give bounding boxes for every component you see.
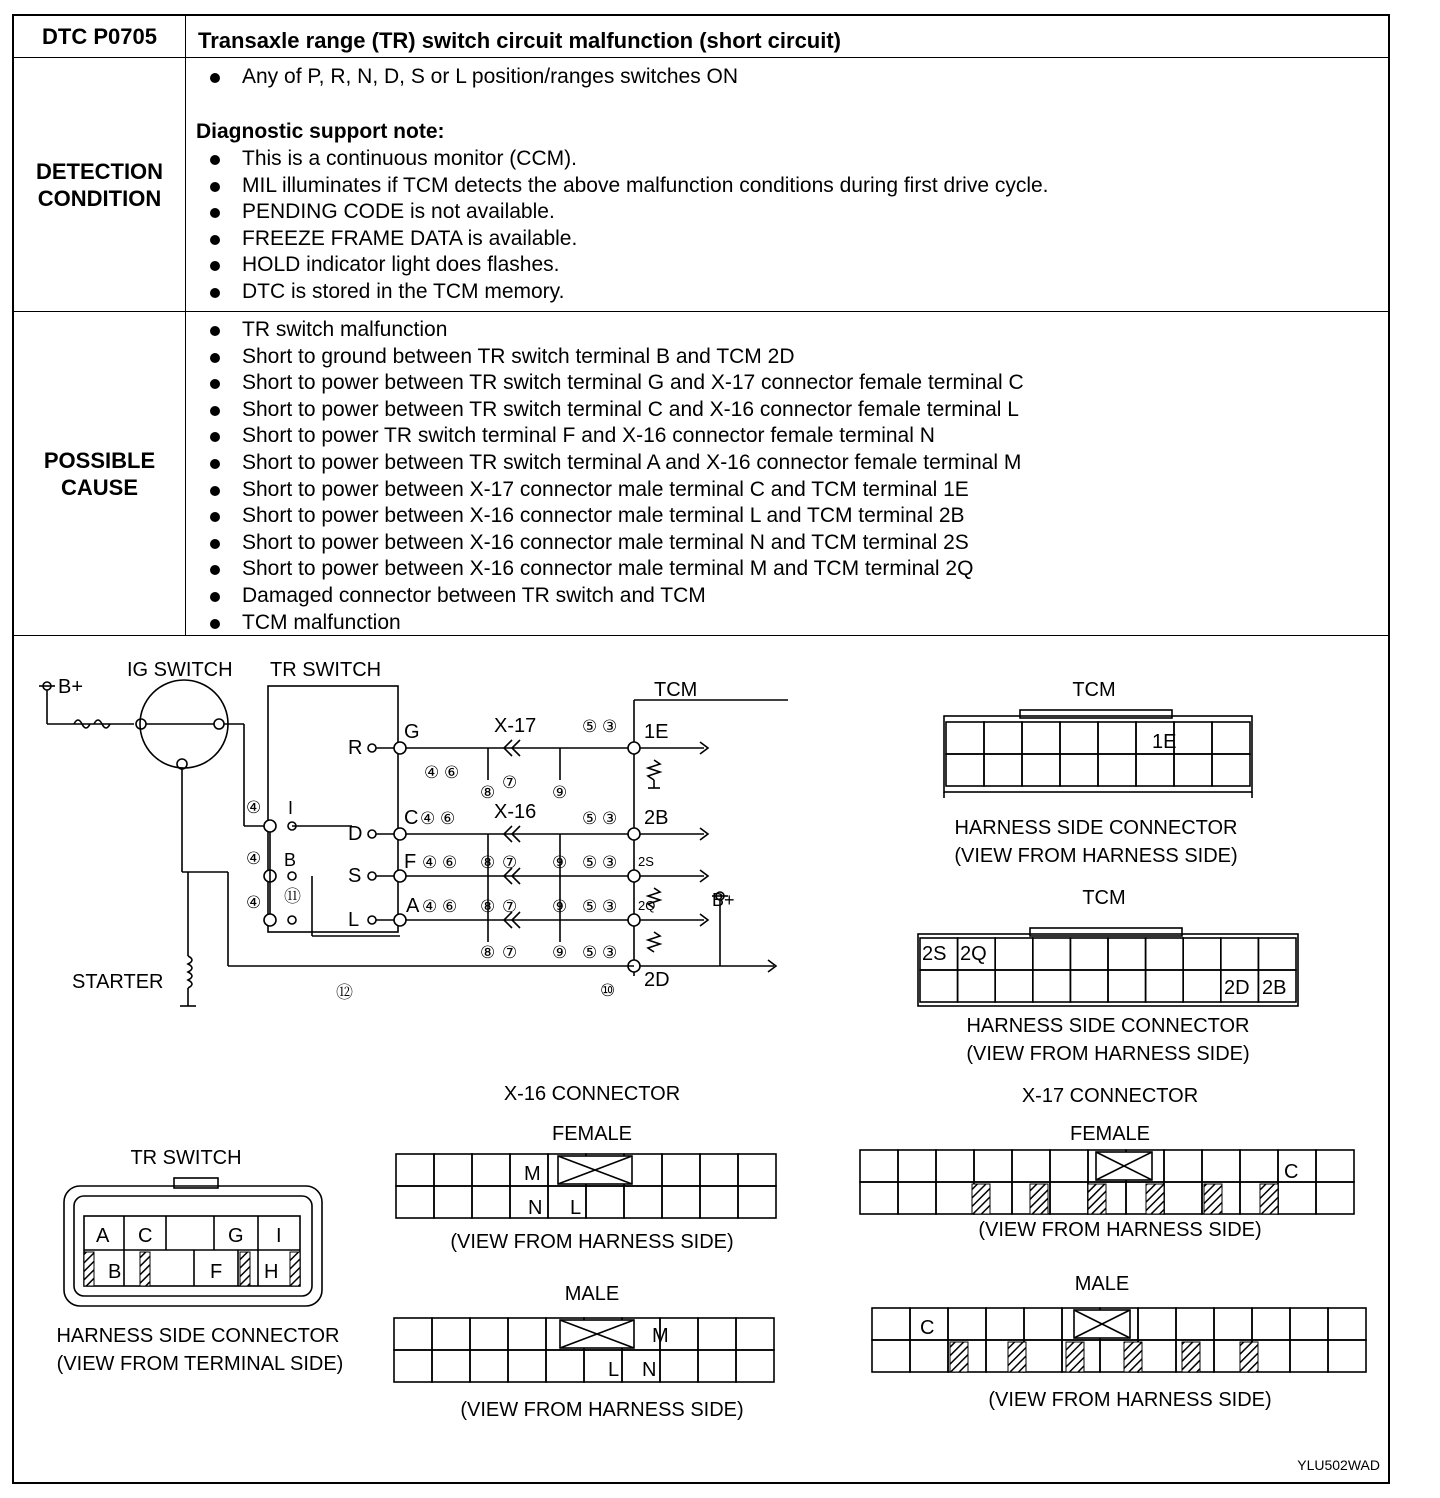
svg-text:I: I <box>276 1225 282 1247</box>
position-s: S <box>348 865 362 887</box>
tcm2-cell <box>1146 970 1184 1002</box>
svg-text:(VIEW FROM TERMINAL SIDE): (VIEW FROM TERMINAL SIDE) <box>56 1353 344 1375</box>
svg-text:F: F <box>404 851 417 873</box>
x17-male-cell <box>1176 1308 1214 1340</box>
svg-text:X-16 CONNECTOR: X-16 CONNECTOR <box>503 1083 681 1105</box>
tcm2-cell <box>1183 938 1221 970</box>
svg-text:2B: 2B <box>1262 977 1287 999</box>
detection-list <box>206 64 738 91</box>
svg-text:A: A <box>406 895 420 917</box>
svg-text:⑨: ⑨ <box>552 897 568 916</box>
possible-cause-content <box>186 312 1388 635</box>
svg-text:TR SWITCH: TR SWITCH <box>130 1147 242 1169</box>
x17-female-pin-c: C <box>1284 1161 1299 1183</box>
x17-female-cell <box>1316 1182 1354 1214</box>
x16-male-pin-m: M <box>652 1325 669 1347</box>
b-plus-label: B+ <box>58 676 84 698</box>
x16-male-cell <box>470 1350 508 1382</box>
x16-female-cell <box>662 1186 700 1218</box>
x16-male-cell <box>736 1318 774 1350</box>
x17-connector <box>860 1085 1366 1411</box>
tcm1-cell <box>1060 754 1098 786</box>
x17-female-cell <box>1050 1150 1088 1182</box>
diagnostic-note-title: Diagnostic support note: <box>196 120 445 143</box>
x17-male-cell <box>1024 1340 1062 1372</box>
tcm1-cell <box>1136 754 1174 786</box>
x17-female-cell <box>974 1150 1012 1182</box>
possible-cause-item: Short to power TR switch terminal F and X-16 connector female terminal N <box>206 423 1024 450</box>
possible-cause-item: Short to power between X-16 connector male terminal M and TCM terminal 2Q <box>206 556 1024 583</box>
svg-text:2B: 2B <box>644 807 669 829</box>
x16-female-cell <box>434 1154 472 1186</box>
x17-female-cell <box>936 1150 974 1182</box>
svg-text:2Q: 2Q <box>960 943 987 965</box>
svg-text:H: H <box>264 1261 279 1283</box>
x16-male-cell <box>470 1318 508 1350</box>
svg-text:G: G <box>228 1225 244 1247</box>
x17-male-pin-c: C <box>920 1317 935 1339</box>
svg-text:⑤: ⑤ <box>582 897 598 916</box>
svg-text:2S: 2S <box>638 854 654 869</box>
x16-female-cell <box>738 1154 776 1186</box>
x17-male-cell <box>1328 1308 1366 1340</box>
tcm1-cell <box>946 722 984 754</box>
possible-cause-item: Short to power between X-16 connector male terminal L and TCM terminal 2B <box>206 503 1024 530</box>
pin-1e: 1E <box>1152 731 1177 753</box>
terminal-b: B <box>284 850 297 870</box>
x17-female-cell <box>1164 1150 1202 1182</box>
x17-female-cell <box>1278 1182 1316 1214</box>
svg-text:C: C <box>138 1225 153 1247</box>
x17-male-cell <box>872 1308 910 1340</box>
possible-cause-item: Short to power between X-17 connector male terminal C and TCM terminal 1E <box>206 477 1024 504</box>
possible-cause-item: Short to power between TR switch terminal C and X-16 connector female terminal L <box>206 397 1024 424</box>
tcm2-cell <box>1146 938 1184 970</box>
x17-male-cell <box>1290 1340 1328 1372</box>
svg-text:④: ④ <box>246 798 262 817</box>
svg-text:⑨: ⑨ <box>552 853 568 872</box>
svg-text:FEMALE: FEMALE <box>1069 1123 1151 1145</box>
figure-code: YLU502WAD <box>1297 1457 1380 1473</box>
svg-text:③: ③ <box>602 717 618 736</box>
svg-text:⑥: ⑥ <box>444 763 460 782</box>
tcm2-cell <box>1108 970 1146 1002</box>
x16-female-cell <box>662 1154 700 1186</box>
tcm2-cell <box>995 970 1033 1002</box>
header-row <box>14 16 1388 58</box>
possible-cause-item: Damaged connector between TR switch and TCM <box>206 583 1024 610</box>
x16-female-pin-m: M <box>524 1163 541 1185</box>
x17-male-cell <box>1138 1340 1176 1372</box>
x16-female-cell <box>700 1186 738 1218</box>
tcm2-cell <box>1070 970 1108 1002</box>
dtc-title: Transaxle range (TR) switch circuit malfunction (short circuit) <box>198 28 842 53</box>
svg-text:④: ④ <box>422 853 438 872</box>
svg-text:⑥: ⑥ <box>442 897 458 916</box>
position-d: D <box>348 823 363 845</box>
x16-female-pin-n: N <box>528 1197 543 1219</box>
schematic <box>39 659 788 1006</box>
x16-female-cell <box>472 1154 510 1186</box>
tcm1-cell <box>1022 722 1060 754</box>
x16-female-cell <box>586 1186 624 1218</box>
tcm1-cell <box>984 754 1022 786</box>
svg-text:TCM: TCM <box>1082 887 1126 909</box>
dtc-code: DTC P0705 <box>14 16 186 57</box>
tcm1-cell <box>1174 722 1212 754</box>
diagnostic-note-item: This is a continuous monitor (CCM). <box>206 146 1049 173</box>
x17-female-cell <box>860 1150 898 1182</box>
svg-text:HARNESS SIDE CONNECTOR: HARNESS SIDE CONNECTOR <box>966 1015 1250 1037</box>
x17-label: X-17 <box>494 715 537 737</box>
svg-text:(VIEW FROM HARNESS SIDE): (VIEW FROM HARNESS SIDE) <box>460 1399 744 1421</box>
svg-text:④: ④ <box>424 763 440 782</box>
starter-label: STARTER <box>72 971 164 993</box>
diagnostic-note-item: MIL illuminates if TCM detects the above malfunction conditions during first drive cycle. <box>206 173 1049 200</box>
svg-text:⑦: ⑦ <box>502 773 518 792</box>
svg-text:⑩: ⑩ <box>600 981 616 1000</box>
dtc-sheet <box>12 14 1390 1484</box>
svg-text:⑥: ⑥ <box>440 809 456 828</box>
svg-text:⑨: ⑨ <box>552 943 568 962</box>
x16-male-cell <box>698 1318 736 1350</box>
x17-female-cell <box>1050 1182 1088 1214</box>
tcm2-cell <box>1221 938 1259 970</box>
x16-male-cell <box>736 1350 774 1382</box>
svg-text:(VIEW FROM HARNESS SIDE): (VIEW FROM HARNESS SIDE) <box>954 845 1238 867</box>
svg-text:MALE: MALE <box>1074 1273 1130 1295</box>
possible-cause-list <box>206 317 1024 636</box>
x16-male-cell <box>432 1318 470 1350</box>
svg-text:⑦: ⑦ <box>502 943 518 962</box>
svg-text:HARNESS SIDE CONNECTOR: HARNESS SIDE CONNECTOR <box>954 817 1238 839</box>
position-l: L <box>348 909 360 931</box>
x16-female-pin-l: L <box>570 1197 582 1219</box>
svg-text:FEMALE: FEMALE <box>551 1123 633 1145</box>
possible-cause-item: Short to power between X-16 connector male terminal N and TCM terminal 2S <box>206 530 1024 557</box>
x17-male-cell <box>1290 1308 1328 1340</box>
svg-text:④: ④ <box>246 849 262 868</box>
x17-female-cell <box>898 1182 936 1214</box>
svg-text:⑫: ⑫ <box>336 983 353 1002</box>
x17-female-cell <box>860 1182 898 1214</box>
x17-female-cell <box>1202 1150 1240 1182</box>
svg-text:③: ③ <box>602 943 618 962</box>
svg-text:③: ③ <box>602 853 618 872</box>
detection-item: Any of P, R, N, D, S or L position/ranges switches ON <box>206 64 738 91</box>
tcm2-cell <box>1258 938 1296 970</box>
svg-text:(VIEW FROM HARNESS SIDE): (VIEW FROM HARNESS SIDE) <box>978 1219 1262 1241</box>
svg-text:⑦: ⑦ <box>502 853 518 872</box>
svg-text:B: B <box>108 1261 122 1283</box>
svg-text:G: G <box>404 721 420 743</box>
svg-text:(VIEW FROM HARNESS SIDE): (VIEW FROM HARNESS SIDE) <box>988 1389 1272 1411</box>
svg-text:③: ③ <box>602 809 618 828</box>
x16-connector <box>394 1083 776 1421</box>
x17-male-cell <box>1138 1308 1176 1340</box>
possible-cause-label: POSSIBLE CAUSE <box>14 312 186 635</box>
x17-female-cell <box>936 1182 974 1214</box>
x17-female-cell <box>1240 1150 1278 1182</box>
diagnostic-note-item: DTC is stored in the TCM memory. <box>206 279 1049 306</box>
svg-text:C: C <box>404 807 419 829</box>
possible-cause-item: Short to power between TR switch terminal G and X-17 connector female terminal C <box>206 370 1024 397</box>
detection-content <box>186 58 1388 311</box>
svg-text:④: ④ <box>420 809 436 828</box>
x16-male-pin-l: L <box>608 1359 620 1381</box>
svg-text:⑥: ⑥ <box>442 853 458 872</box>
svg-text:⑤: ⑤ <box>582 853 598 872</box>
ig-switch-label: IG SWITCH <box>127 659 233 681</box>
x16-male-pin-n: N <box>642 1359 657 1381</box>
svg-text:⑨: ⑨ <box>552 783 568 802</box>
x16-female-cell <box>396 1154 434 1186</box>
x16-male-cell <box>508 1318 546 1350</box>
possible-cause-item: Short to ground between TR switch terminal B and TCM 2D <box>206 344 1024 371</box>
svg-text:2D: 2D <box>1224 977 1250 999</box>
svg-text:HARNESS SIDE CONNECTOR: HARNESS SIDE CONNECTOR <box>56 1325 340 1347</box>
tcm2-cell <box>995 938 1033 970</box>
x17-male-cell <box>910 1340 948 1372</box>
x16-male-cell <box>394 1350 432 1382</box>
svg-text:X-17 CONNECTOR: X-17 CONNECTOR <box>1021 1085 1199 1107</box>
x17-male-cell <box>1024 1308 1062 1340</box>
tcm1-cell <box>984 722 1022 754</box>
x17-male-cell <box>1328 1340 1366 1372</box>
tcm2-cell <box>1108 938 1146 970</box>
tcm2-cell <box>1033 938 1071 970</box>
x16-female-cell <box>472 1186 510 1218</box>
svg-text:F: F <box>210 1261 223 1283</box>
x16-female-cell <box>434 1186 472 1218</box>
svg-text:2S: 2S <box>922 943 947 965</box>
tcm2-cell <box>1033 970 1071 1002</box>
x17-male-cell <box>948 1308 986 1340</box>
terminal-i: I <box>288 798 294 818</box>
possible-cause-item: TCM malfunction <box>206 610 1024 637</box>
diagnostic-note-item: FREEZE FRAME DATA is available. <box>206 226 1049 253</box>
diagnostic-note-item: PENDING CODE is not available. <box>206 199 1049 226</box>
x16-female-cell <box>624 1186 662 1218</box>
x17-female-cell <box>1316 1150 1354 1182</box>
svg-text:⑤: ⑤ <box>582 943 598 962</box>
tcm1-cell <box>1212 754 1250 786</box>
svg-text:⑧: ⑧ <box>480 853 496 872</box>
tcm2-cell <box>1070 938 1108 970</box>
x16-female-cell <box>738 1186 776 1218</box>
position-r: R <box>348 737 363 759</box>
tcm2-cell <box>1183 970 1221 1002</box>
x17-male-cell <box>1214 1308 1252 1340</box>
svg-text:1E: 1E <box>644 721 669 743</box>
x16-male-cell <box>432 1350 470 1382</box>
svg-text:2Q: 2Q <box>638 898 656 913</box>
tcm-connector-1 <box>944 679 1252 867</box>
tcm1-cell <box>1022 754 1060 786</box>
x16-male-cell <box>698 1350 736 1382</box>
tcm1-cell <box>1174 754 1212 786</box>
svg-text:⑦: ⑦ <box>502 897 518 916</box>
tcm-connector-2 <box>918 887 1298 1065</box>
tr-switch-label: TR SWITCH <box>270 659 382 681</box>
x17-male-cell <box>872 1340 910 1372</box>
possible-cause-item: Short to power between TR switch terminal A and X-16 connector female terminal M <box>206 450 1024 477</box>
tcm1-cell <box>1098 722 1136 754</box>
possible-cause-item: TR switch malfunction <box>206 317 1024 344</box>
tcm1-cell <box>1098 754 1136 786</box>
possible-cause-row <box>14 312 1388 636</box>
x16-male-cell <box>394 1318 432 1350</box>
diagnostic-note-list <box>206 146 1049 306</box>
diagnostic-note-item: HOLD indicator light does flashes. <box>206 252 1049 279</box>
svg-text:(VIEW FROM HARNESS SIDE): (VIEW FROM HARNESS SIDE) <box>966 1043 1250 1065</box>
svg-text:⑧: ⑧ <box>480 897 496 916</box>
x17-female-cell <box>898 1150 936 1182</box>
x16-label: X-16 <box>494 801 537 823</box>
svg-text:⑪: ⑪ <box>284 887 301 906</box>
x17-male-cell <box>986 1308 1024 1340</box>
x17-female-cell <box>1012 1150 1050 1182</box>
tcm2-cell <box>958 970 996 1002</box>
svg-text:⑧: ⑧ <box>480 943 496 962</box>
x17-female-cell <box>1164 1182 1202 1214</box>
tcm2-cell <box>920 970 958 1002</box>
wiring-diagram <box>14 636 1388 1482</box>
svg-text:④: ④ <box>246 893 262 912</box>
svg-text:A: A <box>96 1225 110 1247</box>
tcm1-cell <box>1212 722 1250 754</box>
x16-male-cell <box>546 1350 584 1382</box>
tcm1-cell <box>1060 722 1098 754</box>
x16-male-cell <box>508 1350 546 1382</box>
svg-text:③: ③ <box>602 897 618 916</box>
tcm-label: TCM <box>654 679 698 701</box>
svg-text:⑤: ⑤ <box>582 717 598 736</box>
svg-text:⑤: ⑤ <box>582 809 598 828</box>
svg-text:(VIEW FROM HARNESS SIDE): (VIEW FROM HARNESS SIDE) <box>450 1231 734 1253</box>
x16-female-cell <box>700 1154 738 1186</box>
x17-male-cell <box>1252 1308 1290 1340</box>
tr-switch-connector <box>56 1147 343 1375</box>
svg-text:⑧: ⑧ <box>480 783 496 802</box>
svg-text:MALE: MALE <box>564 1283 620 1305</box>
detection-label: DETECTION CONDITION <box>14 58 186 311</box>
x16-male-cell <box>660 1350 698 1382</box>
svg-text:B+: B+ <box>712 890 735 910</box>
tcm1-cell <box>946 754 984 786</box>
detection-row <box>14 58 1388 312</box>
svg-text:TCM: TCM <box>1072 679 1116 701</box>
svg-text:2D: 2D <box>644 969 670 991</box>
x16-female-cell <box>396 1186 434 1218</box>
svg-text:④: ④ <box>422 897 438 916</box>
